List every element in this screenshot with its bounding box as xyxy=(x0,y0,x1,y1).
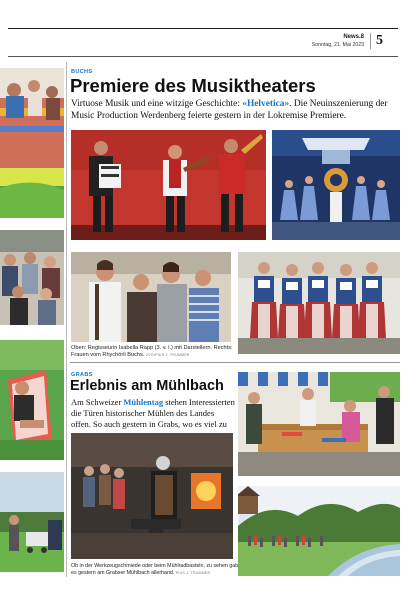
photo-stage-musicians xyxy=(71,130,266,240)
credit-musiktheater: ZVG/PIUS J. TRUMMER xyxy=(145,353,190,357)
lead-text-end: . Die Neuinszenierung der Music Production Werdenberg feierte gestern in der Lokremise Premiere. xyxy=(71,99,388,121)
photo-deckchair-woman xyxy=(0,340,64,460)
caption-muehlbach-text: Ob in der Werkzeugschmiede oder beim Mühlradbasteln, zu sehen gab es gestern am Grabser Mühlbach allerhand. xyxy=(71,563,239,576)
publication-name: News.8 xyxy=(343,34,364,40)
photo-stream-walkers xyxy=(238,486,400,576)
lead-highlight-helvetica[interactable]: «Helvetica» xyxy=(242,99,290,109)
caption-muehlbach xyxy=(71,563,241,576)
photo-stage-dancers xyxy=(272,130,400,240)
issue-date: Sonntag, 21. Mai 2023 xyxy=(311,42,364,48)
photo-stroller-park xyxy=(0,472,64,572)
lead-text-start: Virtuose Musik und eine witzige Geschichte: xyxy=(71,99,243,109)
caption-musiktheater xyxy=(71,345,233,359)
page-number: 5 xyxy=(376,33,383,48)
article-divider xyxy=(70,362,400,363)
lead-muehlbach-end: stehen Interessierten die Türen historischer Mühlen des Landes offen. So auch gestern in Grabs, wo es viel zu xyxy=(71,397,235,430)
credit-muehlbach: PIUS J. TRUMMER xyxy=(175,570,211,575)
column-divider xyxy=(66,62,67,577)
lead-highlight-muehlentag[interactable]: Mühlentag xyxy=(123,397,164,407)
photo-waterwheel-crafting xyxy=(238,372,400,476)
lead-muehlbach-start: Am Schweizer xyxy=(71,397,124,407)
photo-forge-blacksmith xyxy=(71,433,233,559)
photo-director-group xyxy=(71,252,231,342)
photo-fair-ride xyxy=(0,68,64,218)
kicker-buchs: BUCHS xyxy=(71,69,93,75)
lead-musiktheater xyxy=(71,98,393,122)
caption-musiktheater-text: Oben: Regisseurin Isabella Rapp (3. v. l.) mit Darstellern. Rechts: Frauen vom Rhychörli Buchs. xyxy=(71,345,233,358)
header-rule-bottom xyxy=(8,56,398,57)
kicker-grabs: GRABS xyxy=(71,372,93,378)
headline-musiktheater: Premiere des Musiktheaters xyxy=(70,75,316,96)
photo-seated-audience xyxy=(0,230,64,325)
headline-muehlbach: Erlebnis am Mühlbach xyxy=(70,378,224,394)
page-number-divider xyxy=(370,33,371,49)
header-rule xyxy=(8,28,398,29)
photo-choir-women xyxy=(238,252,400,354)
